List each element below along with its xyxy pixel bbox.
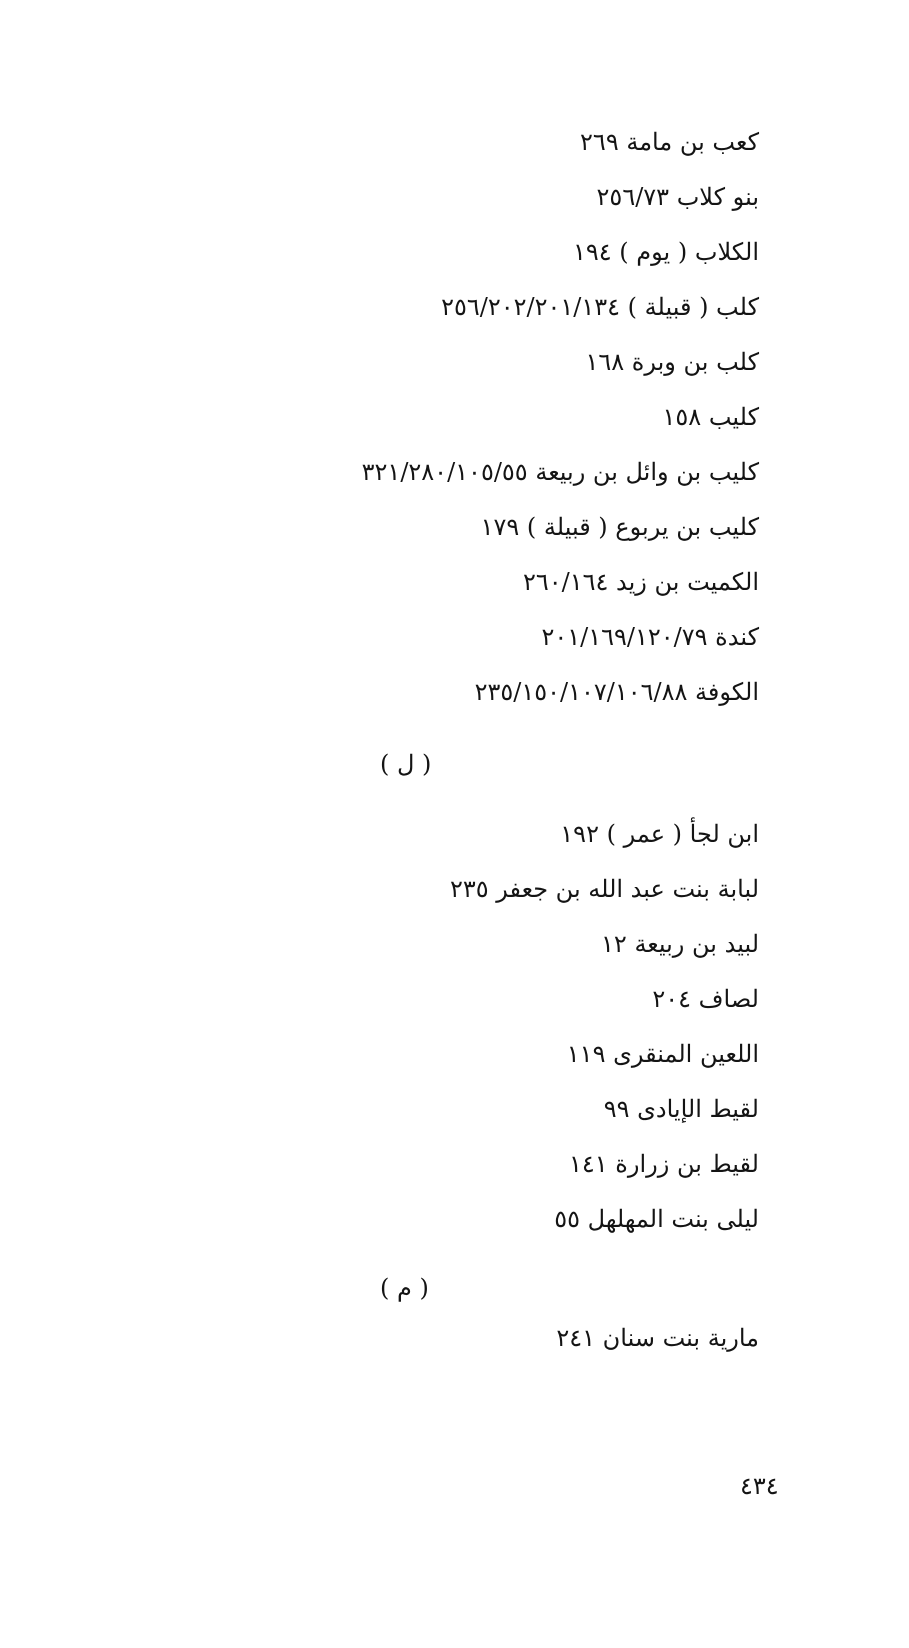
index-entry: اللعين المنقرى ١١٩ bbox=[566, 1040, 759, 1068]
index-entry: كليب ١٥٨ bbox=[662, 403, 759, 431]
index-entry: كندة ٢٠١/١٦٩/١٢٠/٧٩ bbox=[541, 623, 759, 651]
index-entry: الكوفة ٢٣٥/١٥٠/١٠٧/١٠٦/٨٨ bbox=[474, 678, 759, 706]
index-entry: بنو كلاب ٢٥٦/٧٣ bbox=[596, 183, 759, 211]
page-number: ٤٣٤ bbox=[740, 1472, 779, 1500]
index-entry: لبابة بنت عبد الله بن جعفر ٢٣٥ bbox=[449, 875, 759, 903]
section-heading-mim: ( م ) bbox=[380, 1274, 429, 1302]
index-entry: لقيط الإيادى ٩٩ bbox=[603, 1095, 759, 1123]
index-entry: ليلى بنت المهلهل ٥٥ bbox=[554, 1205, 759, 1233]
index-entry: مارية بنت سنان ٢٤١ bbox=[556, 1324, 759, 1352]
index-entry: كلب ( قبيلة ) ٢٥٦/٢٠٢/٢٠١/١٣٤ bbox=[441, 293, 759, 321]
index-entry: كليب بن وائل بن ربيعة ٣٢١/٢٨٠/١٠٥/٥٥ bbox=[361, 458, 759, 486]
index-entry: كلب بن وبرة ١٦٨ bbox=[585, 348, 759, 376]
section-heading-lam: ( ل ) bbox=[380, 750, 432, 778]
index-entry: لبيد بن ربيعة ١٢ bbox=[601, 930, 759, 958]
index-entry: كعب بن مامة ٢٦٩ bbox=[580, 128, 759, 156]
index-entry: لقيط بن زرارة ١٤١ bbox=[569, 1150, 759, 1178]
index-entry: كليب بن يربوع ( قبيلة ) ١٧٩ bbox=[480, 513, 759, 541]
index-entry: ابن لجأ ( عمر ) ١٩٢ bbox=[560, 820, 759, 848]
index-entry: الكلاب ( يوم ) ١٩٤ bbox=[573, 238, 759, 266]
index-entry: الكميت بن زيد ٢٦٠/١٦٤ bbox=[522, 568, 759, 596]
index-entry: لصاف ٢٠٤ bbox=[652, 985, 759, 1013]
